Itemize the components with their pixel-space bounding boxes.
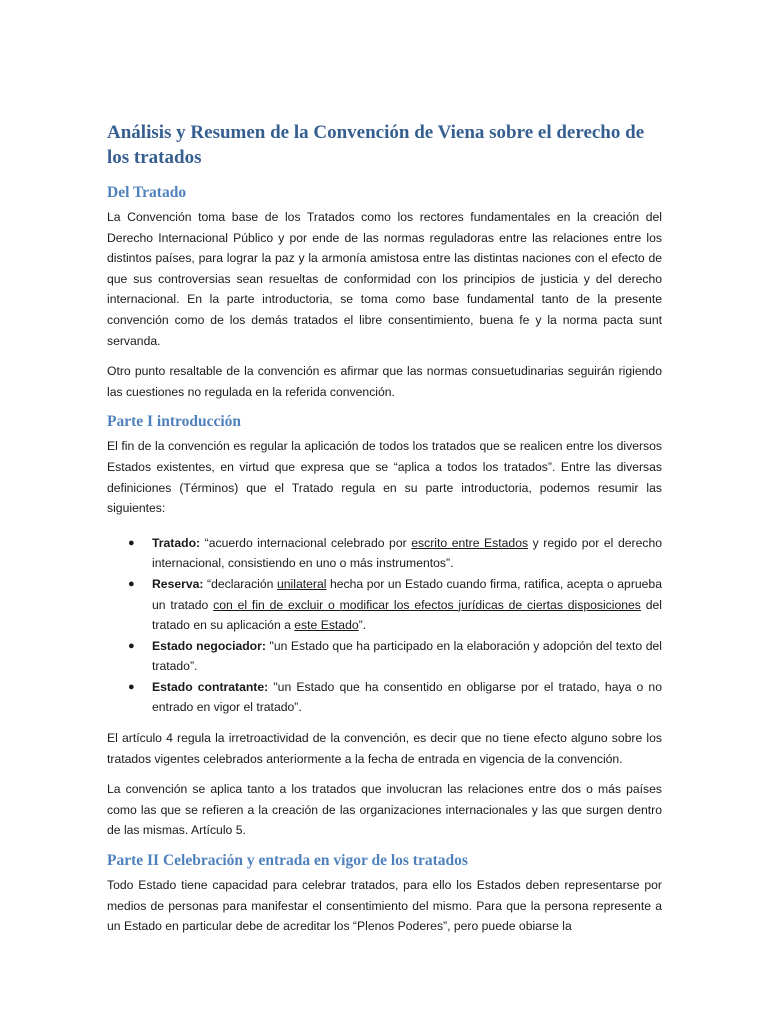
definitions-list	[107, 533, 662, 718]
list-item-reserva	[128, 574, 662, 636]
bullet-icon: ●	[128, 680, 135, 693]
underlined-text: este Estado	[294, 618, 359, 633]
definition-text: "un Estado que ha participado en la elaboración y adopción del texto del tratado”.	[152, 638, 662, 674]
bullet-icon: ●	[128, 536, 135, 549]
paragraph: Otro punto resaltable de la convención es afirmar que las normas consuetudinarias seguirán rigiendo las cuestiones no regulada en la referida convención.	[107, 364, 662, 399]
underlined-text: con el fin de excluir o modificar los efectos jurídicas de ciertas disposiciones	[213, 597, 641, 612]
document-page	[107, 120, 662, 947]
list-item-tratado	[128, 533, 662, 574]
bullet-icon: ●	[128, 577, 135, 590]
paragraph: El artículo 4 regula la irretroactividad de la convención, es decir que no tiene efecto alguno sobre los tratados vigentes celebrados anteriormente a la fecha de entrada en vigencia de la convención.	[107, 731, 662, 766]
definition-text: “declaración	[203, 576, 277, 591]
definition-text: hecha por un Estado cuando firma, ratifica, acepta o aprueba un tratado	[152, 576, 662, 612]
definition-text: del tratado en su aplicación a	[152, 597, 662, 633]
definition-text: "un Estado que ha consentido en obligarse por el tratado, haya o no entrado en vigor el tratado”.	[152, 679, 662, 715]
paragraph: Todo Estado tiene capacidad para celebrar tratados, para ello los Estados deben representarse por medios de personas para manifestar el consentimiento del mismo. Para que la persona represente a un Estado en particular debe de acreditar los “Plenos Poderes”, pero puede obiarse la	[107, 878, 662, 934]
term-label: Estado contratante:	[152, 679, 269, 694]
paragraph: La Convención toma base de los Tratados como los rectores fundamentales en la creación del Derecho Internacional Público y por ende de las normas reguladoras entre las relaciones entre los distintos países, para lograr la paz y la armonía amistosa entre las distintas naciones con el efecto de que sus controversias sean resueltas de conformidad con los principios de justicia y del derecho internacional. En la parte introductoria, se toma como base fundamental tanto de la presente convención como de los demás tratados el libre consentimiento, buena fe y la norma pacta sunt servanda.	[107, 210, 662, 348]
definition-text: y regido por el derecho internacional, consistiendo en uno o más instrumentos”.	[152, 535, 662, 571]
paragraph: El fin de la convención es regular la aplicación de todos los tratados que se realicen entre los diversos Estados existentes, en virtud que expresa que se “aplica a todos los tratados”. Entre las diversas definiciones (Términos) que el Tratado regula en su parte introductoria, podemos resumir las siguientes:	[107, 439, 662, 516]
definition-text: ”.	[358, 618, 367, 633]
section-heading-parte-i: Parte I introducción	[107, 413, 242, 431]
term-label: Reserva:	[152, 576, 204, 591]
paragraph: La convención se aplica tanto a los tratados que involucran las relaciones entre dos o más países como las que se refieren a la creación de las organizaciones internacionales y las que surgen dentro de las mismas. Artículo 5.	[107, 782, 662, 838]
underlined-text: unilateral	[276, 576, 327, 591]
list-item-estado-contratante	[128, 677, 662, 718]
section-heading-del-tratado: Del Tratado	[107, 184, 187, 201]
underlined-text: escrito entre Estados	[411, 535, 529, 550]
document-title: Análisis y Resumen de la Convención de Viena sobre el derecho de los tratados	[107, 122, 645, 168]
term-label: Tratado:	[152, 535, 201, 550]
section-heading-parte-ii: Parte II Celebración y entrada en vigor de los tratados	[107, 852, 468, 870]
term-label: Estado negociador:	[152, 638, 266, 653]
list-item-estado-negociador	[128, 636, 662, 677]
bullet-icon: ●	[128, 639, 135, 652]
definition-text: “acuerdo internacional celebrado por	[200, 535, 412, 550]
